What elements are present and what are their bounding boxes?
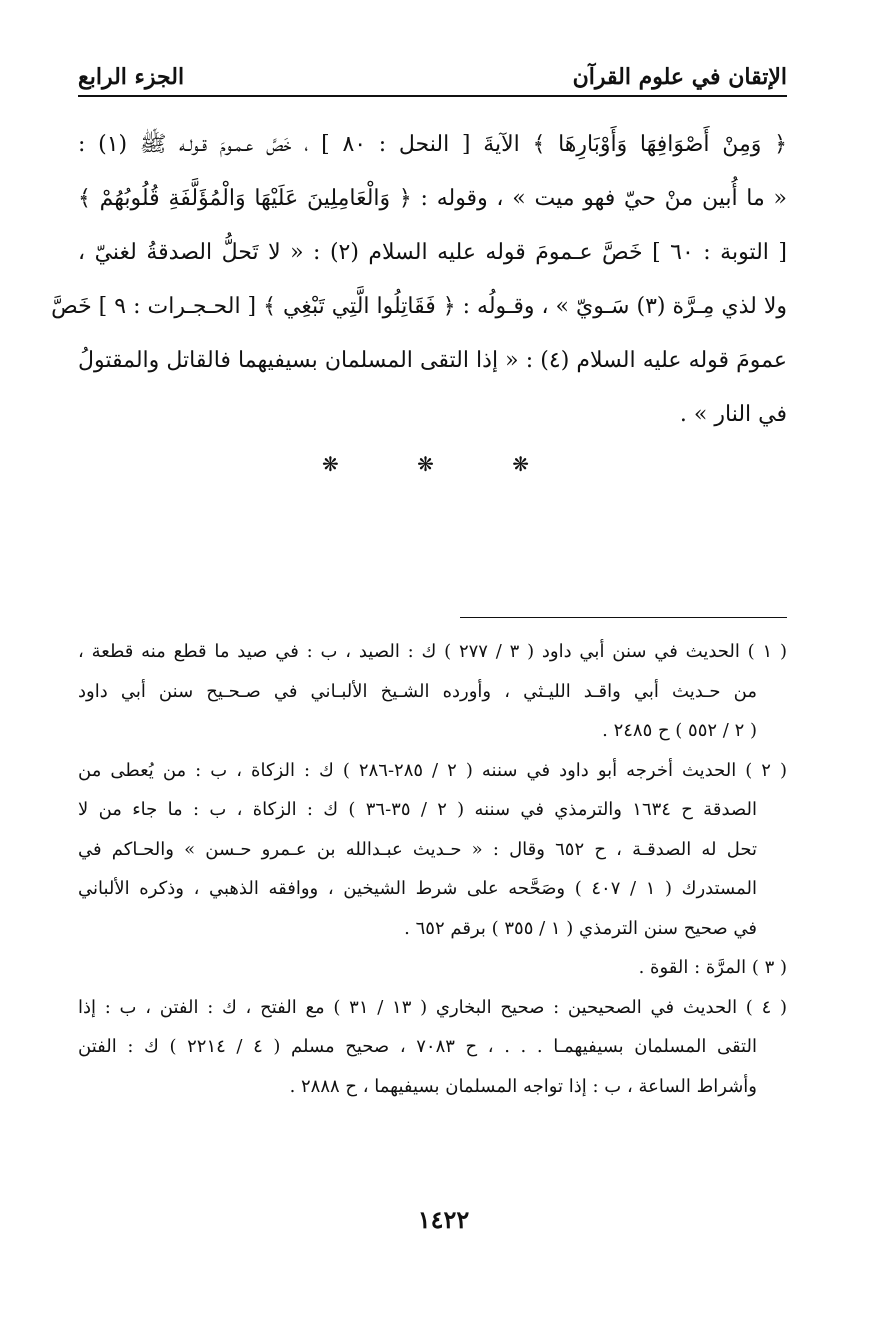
footnote-2 bbox=[78, 751, 787, 949]
footnote-line: تحل له الصدقـة ، ح ٦٥٢ وقال : « حـديث عبـدالله بن عـمرو حـسن » والحـاكم في bbox=[78, 838, 757, 860]
page-number: ١٤٢٢ bbox=[417, 1205, 470, 1234]
footnote-line: ( ٢ / ٥٥٢ ) ح ٢٤٨٥ . bbox=[602, 720, 757, 741]
volume-label: الجزء الرابع bbox=[78, 64, 185, 90]
footnote-line: التقى المسلمان بسيفيهمـا . . . ، ح ٧٠٨٣ ، صحيح مسلم ( ٤ / ٢٢١٤ ) ك : الفتن bbox=[78, 1036, 757, 1057]
header-rule bbox=[78, 95, 787, 97]
footnotes bbox=[78, 632, 787, 1106]
footnote-3 bbox=[78, 948, 787, 988]
footnote-line: من حـديث أبي واقـد الليـثي ، وأورده الشـيخ الألبـاني في صـحـيح سنن أبي داود bbox=[78, 680, 757, 702]
footnote-rule bbox=[460, 617, 787, 618]
text-line: عمومَ قوله عليه السلام (٤) : « إذا التقى المسلمان بسيفيهما فالقاتل والمقتولُ bbox=[78, 348, 787, 373]
footnote-1 bbox=[78, 632, 787, 751]
main-text bbox=[51, 118, 787, 442]
running-header bbox=[78, 52, 787, 92]
footnote-4 bbox=[78, 988, 787, 1107]
text-line: في النار » . bbox=[679, 402, 787, 427]
footnote-line: ( ٣ ) المرَّة : القوة . bbox=[638, 957, 787, 978]
text-line: [ التوبة : ٦٠ ] خَصَّ عـمومَ قوله عليه السلام (٢) : « لا تَحلُّ الصدقةُ لغنيّ ، bbox=[78, 240, 787, 265]
footnote-line: الصدقة ح ١٦٣٤ والترمذي في سننه ( ٢ / ٣٥-٣٦ ) ك : الزكاة ، ب : ما جاء من لا bbox=[78, 799, 757, 820]
footnote-line: ( ١ ) الحديث في سنن أبي داود ( ٣ / ٢٧٧ ) ك : الصيد ، ب : في صيد ما قطع منه قطعة ، bbox=[78, 641, 788, 662]
footnote-line: المستدرك ( ١ / ٤٠٧ ) وصَحَّحه على شرط الشيخين ، ووافقه الذهبي ، وذكره الألباني bbox=[78, 878, 757, 899]
section-separator: ❋ ❋ ❋ bbox=[322, 452, 565, 476]
book-title: الإتقان في علوم القرآن bbox=[572, 64, 787, 90]
text-line: « ما أُبين منْ حيّ فهو ميت » ، وقوله : ﴿ وَالْعَامِلِينَ عَلَيْهَا وَالْمُؤَلَّفَةِ قُلُوبُهُمْ ﴾ bbox=[78, 186, 787, 211]
footnote-line: ( ٢ ) الحديث أخرجه أبو داود في سننه ( ٢ / ٢٨٥-٢٨٦ ) ك : الزكاة ، ب : من يُعطى من bbox=[78, 759, 787, 781]
footnote-line: وأشراط الساعة ، ب : إذا تواجه المسلمان بسيفيهما ، ح ٢٨٨٨ . bbox=[289, 1075, 757, 1097]
text-line: ﴿ وَمِنْ أَصْوَافِهَا وَأَوْبَارِهَا ﴾ الآيةَ [ النحل : ٨٠ ] ، خَصَّ عـمـومَ قـولـه ﷺ (١) : bbox=[78, 132, 787, 157]
footnote-line: في صحيح سنن الترمذي ( ١ / ٣٥٥ ) برقم ٦٥٢ . bbox=[404, 917, 757, 939]
footnote-line: ( ٤ ) الحديث في الصحيحين : صحيح البخاري ( ١٣ / ٣١ ) مع الفتح ، ك : الفتن ، ب : إذا bbox=[78, 996, 787, 1018]
text-line: ولا لذي مِـرَّة (٣) سَـويّ » ، وقـولُه : ﴿ فَقَاتِلُوا الَّتِي تَبْغِي ﴾ [ الحـجـرات : ٩ ] خَصَّ bbox=[51, 294, 787, 319]
